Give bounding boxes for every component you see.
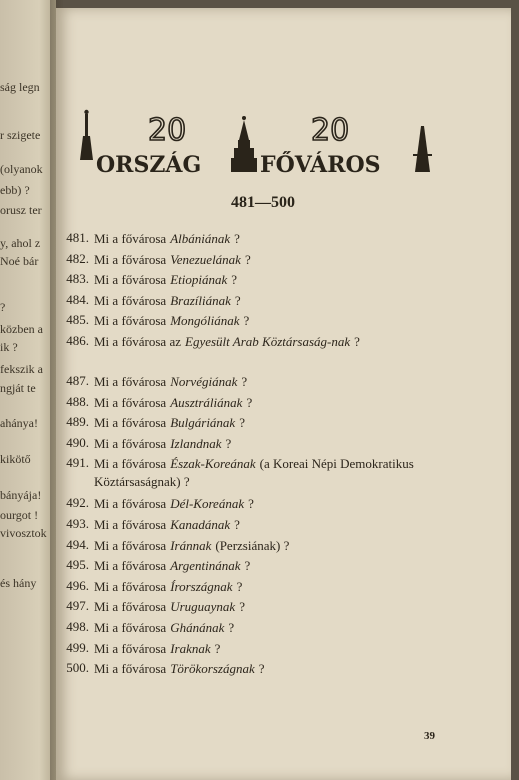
facing-page-text: y, ahol z [0, 236, 41, 250]
question-prefix: Mi a fővárosa [94, 599, 167, 615]
question-row [56, 251, 486, 272]
facing-page-text: ahánya! [0, 416, 38, 430]
country-name: Albániának [170, 231, 231, 246]
question-number: 492. [66, 495, 89, 511]
number-right: 20 [311, 113, 350, 148]
question-suffix: ? [243, 313, 250, 329]
question-row [56, 619, 486, 640]
number-left: 20 [148, 113, 187, 148]
eiffel-tower-icon [413, 126, 432, 172]
facing-page-text: ? [0, 300, 6, 314]
question-suffix: ? [244, 251, 251, 267]
question-prefix: Mi a fővárosa az [94, 333, 181, 349]
question-row [56, 640, 486, 661]
country-name: Írországnak [170, 578, 233, 594]
question-row [56, 312, 486, 333]
question-number: 481. [66, 230, 89, 245]
question-suffix: ? [354, 333, 360, 349]
question-number: 487. [66, 372, 89, 388]
question-suffix: ? [234, 292, 241, 308]
question-suffix: ? [241, 373, 248, 389]
question-suffix: ? [248, 496, 254, 512]
question-text [94, 619, 479, 637]
question-number: 489. [66, 414, 89, 430]
question-number: 498. [66, 618, 89, 634]
facing-page-text: és hány [0, 576, 37, 590]
question-text [94, 516, 479, 534]
question-prefix: Mi a fővárosa [94, 415, 167, 431]
question-suffix: ? [236, 578, 243, 594]
facing-page-text: fekszik a [0, 362, 43, 376]
question-row [56, 537, 486, 558]
question-number: 485. [66, 312, 89, 328]
question-text [94, 598, 479, 616]
facing-page-text: közben a [0, 322, 43, 336]
question-text [94, 333, 479, 351]
question-prefix: Mi a fővárosa [94, 537, 167, 553]
facing-page-text: r szigete [0, 128, 41, 142]
question-text [94, 455, 479, 491]
question-prefix: Mi a fővárosa [94, 619, 167, 635]
question-number: 499. [66, 639, 89, 655]
question-suffix: ? [225, 435, 232, 451]
country-name: Iránnak [170, 537, 212, 553]
facing-page-text: ik ? [0, 340, 18, 354]
chapter-header [66, 96, 436, 186]
question-number: 491. [66, 455, 89, 471]
tower-icon [80, 110, 93, 160]
question-prefix: Mi a fővárosa [94, 292, 167, 308]
country-name: Argentinának [170, 558, 241, 574]
question-list [56, 230, 486, 681]
country-name: Törökországnak [170, 661, 255, 677]
question-row [56, 230, 486, 251]
question-text [94, 312, 479, 330]
question-suffix: (Perzsiának) ? [215, 537, 290, 553]
country-name: Etiopiának [170, 272, 228, 288]
country-name: Bulgáriának [170, 415, 236, 431]
question-text [94, 660, 479, 678]
country-name: Venezuelának [170, 251, 241, 267]
question-suffix: ? [258, 661, 265, 677]
question-suffix: ? [228, 619, 235, 635]
question-prefix: Mi a fővárosa [94, 231, 167, 246]
country-name: Ghánának [170, 619, 225, 635]
question-text [94, 414, 479, 432]
question-text [94, 271, 479, 289]
question-text [94, 435, 479, 453]
question-row [56, 435, 486, 456]
question-prefix: Mi a fővárosa [94, 456, 167, 472]
question-row [56, 271, 486, 292]
question-row [56, 578, 486, 599]
question-suffix: ? [246, 394, 253, 410]
question-prefix: Mi a fővárosa [94, 373, 167, 389]
facing-page-text: ourgot ! [0, 508, 39, 522]
question-prefix: Mi a fővárosa [94, 578, 167, 594]
question-text [94, 640, 479, 658]
country-name: Kanadának [170, 516, 231, 532]
country-name: Norvégiának [170, 373, 238, 389]
facing-page-text: bányája! [0, 488, 42, 502]
question-row [56, 292, 486, 313]
question-suffix: ? [239, 415, 245, 431]
question-prefix: Mi a fővárosa [94, 516, 167, 532]
question-text [94, 495, 479, 513]
book-page [56, 8, 511, 780]
question-text [94, 557, 479, 575]
question-number: 497. [66, 598, 89, 614]
question-number: 482. [66, 250, 89, 266]
question-prefix: Mi a fővárosa [94, 640, 167, 656]
question-prefix: Mi a fővárosa [94, 394, 167, 410]
question-text [94, 251, 479, 269]
facing-page-text: (olyanok [0, 162, 43, 176]
question-number: 490. [66, 434, 89, 450]
question-row [56, 495, 486, 516]
facing-page-text: ngját te [0, 381, 36, 395]
question-row [56, 557, 486, 578]
kremlin-tower-icon [231, 116, 257, 172]
question-number: 496. [66, 577, 89, 593]
facing-page [0, 0, 56, 780]
question-text [94, 292, 479, 310]
question-text [94, 537, 479, 555]
question-row [56, 394, 486, 415]
question-number: 484. [66, 291, 89, 307]
question-row [56, 373, 486, 394]
country-name: Dél-Koreának [170, 496, 245, 512]
question-text [94, 394, 479, 412]
country-name: Uruguaynak [170, 599, 236, 615]
country-name: Izlandnak [170, 435, 222, 451]
country-name: Észak-Koreának [170, 456, 256, 472]
country-name: Iraknak [170, 640, 211, 656]
facing-page-text: Noé bár [0, 254, 39, 268]
question-prefix: Mi a fővárosa [94, 272, 167, 288]
facing-page-text: vivosztok [0, 526, 47, 540]
country-name: Mongóliának [170, 313, 240, 329]
facing-page-text: orusz ter [0, 203, 42, 217]
header-illustration [66, 96, 436, 186]
question-suffix: ? [244, 558, 251, 574]
question-number: 483. [66, 271, 89, 287]
question-number: 493. [66, 515, 89, 531]
question-prefix: Mi a fővárosa [94, 558, 167, 574]
question-suffix: ? [239, 599, 245, 615]
question-prefix: Mi a fővárosa [94, 435, 167, 451]
question-prefix: Mi a fővárosa [94, 661, 167, 677]
country-name: Brazíliának [170, 292, 231, 308]
question-number: 500. [66, 660, 89, 676]
question-text [94, 230, 479, 248]
page-number: 39 [424, 730, 435, 742]
question-suffix: ? [231, 272, 238, 288]
question-prefix: Mi a fővárosa [94, 251, 167, 267]
question-text [94, 578, 479, 596]
question-number: 488. [66, 393, 89, 409]
question-row [56, 414, 486, 435]
country-name: Egyesült Arab Köztársaság-nak [185, 333, 351, 349]
question-row [56, 598, 486, 619]
question-prefix: Mi a fővárosa [94, 313, 167, 329]
facing-page-text: ebb) ? [0, 183, 30, 197]
question-row [56, 516, 486, 537]
facing-page-text: ság legn [0, 80, 40, 94]
question-row [56, 333, 486, 373]
question-range: 481—500 [231, 194, 295, 211]
question-row [56, 455, 486, 495]
title-left: ORSZÁG [96, 152, 202, 178]
facing-page-text: kikötő [0, 452, 31, 466]
question-suffix: ? [234, 516, 240, 532]
question-number: 495. [66, 557, 89, 573]
question-suffix: ? [234, 231, 240, 246]
question-number: 486. [66, 332, 89, 348]
question-suffix: (a Koreai Népi Demokratikus Köztársaságnak) ? [94, 456, 414, 490]
title-right: FŐVÁROS [260, 152, 381, 178]
question-row [56, 660, 486, 681]
country-name: Ausztráliának [170, 394, 243, 410]
question-text [94, 373, 479, 391]
question-prefix: Mi a fővárosa [94, 496, 167, 512]
question-suffix: ? [214, 640, 221, 656]
question-number: 494. [66, 536, 89, 552]
